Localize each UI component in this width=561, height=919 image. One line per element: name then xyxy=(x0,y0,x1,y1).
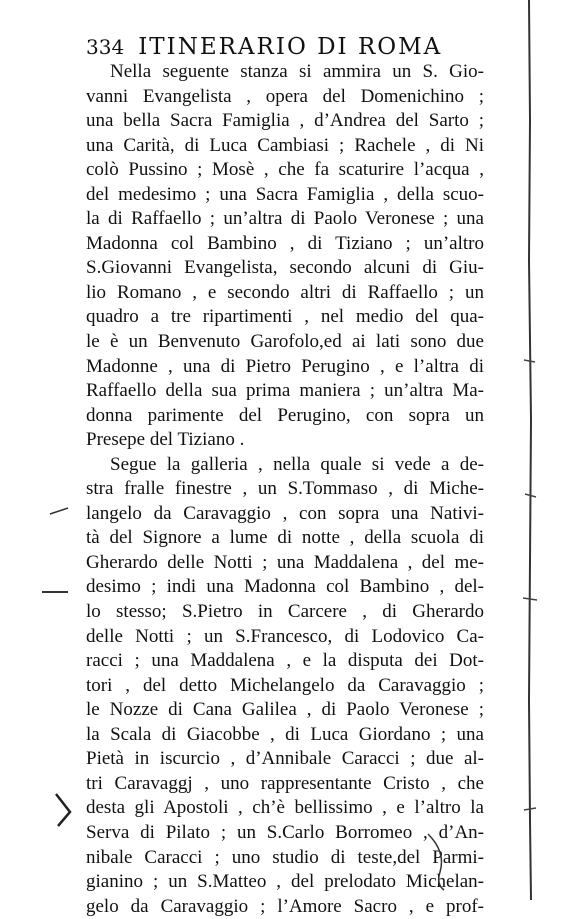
running-header xyxy=(86,34,466,60)
text-line: S.Giovanni Evangelista, secondo alcuni di Giu- xyxy=(86,257,484,279)
text-line: stra fralle finestre , un S.Tommaso , di Miche- xyxy=(86,478,484,500)
text-line: desta gli Apostoli , ch’è bellissimo , e l’altro la xyxy=(86,797,484,819)
text-line: tori , del detto Michelangelo da Caravaggio ; xyxy=(86,674,484,696)
text-line: lo stesso; S.Pietro in Carcere , di Gherardo xyxy=(86,601,484,623)
text-line: lio Romano , e secondo altri di Raffaello ; un xyxy=(86,281,484,303)
text-line: Raffaello della sua prima maniera ; un’altra Ma- xyxy=(86,380,484,402)
margin-mark-icon xyxy=(40,586,70,598)
text-line: nibale Caracci ; uno studio di teste,del Parmi- xyxy=(86,846,484,868)
text-line: quadro a tre ripartimenti , nel medio del qua- xyxy=(86,306,484,328)
margin-binding-line xyxy=(521,0,539,900)
text-line: desimo ; indi una Madonna col Bambino , del- xyxy=(86,576,484,598)
text-line: Madonne , una di Pietro Perugino , e l’altra di xyxy=(86,355,484,377)
body-text xyxy=(86,60,484,919)
text-line: Segue la galleria , nella quale si vede a de- xyxy=(110,453,484,475)
text-line: racci ; una Maddalena , e la disputa dei Dot- xyxy=(86,650,484,672)
text-line: una Carità, di Luca Cambiasi ; Rachele , di Ni xyxy=(86,134,484,156)
text-line: Nella seguente stanza si ammira un S. Gio- xyxy=(110,61,484,82)
margin-mark-icon xyxy=(48,504,70,518)
paragraph-1 xyxy=(86,60,484,453)
margin-arrow-icon xyxy=(52,790,76,830)
text-line: gianino ; un S.Matteo , del prelodato Michelan- xyxy=(86,871,484,893)
text-line: vanni Evangelista , opera del Domenichino ; xyxy=(86,85,484,107)
text-line: tà del Signore a lume di notte , della scuola di xyxy=(86,527,484,549)
text-line: Serva di Pilato ; un S.Carlo Borromeo , d’An- xyxy=(86,821,484,843)
text-line: le è un Benvenuto Garofolo,ed ai lati sono due xyxy=(86,331,484,353)
text-line: una bella Sacra Famiglia , d’Andrea del Sarto ; xyxy=(86,110,484,132)
text-line: Madonna col Bambino , di Tiziano ; un’altro xyxy=(86,232,484,254)
text-line: colò Pussino ; Mosè , che fa scaturire l’acqua , xyxy=(86,159,484,181)
text-line: del medesimo ; una Sacra Famiglia , della scuo- xyxy=(86,183,484,205)
page-number: 334 xyxy=(86,35,125,59)
text-line: la Scala di Giacobbe , di Luca Giordano ; una xyxy=(86,723,484,745)
text-line: la di Raffaello ; un’altra di Paolo Veronese ; una xyxy=(86,208,484,230)
text-line: tri Caravaggj , uno rappresentante Cristo , che xyxy=(86,772,484,794)
running-title: ITINERARIO DI ROMA xyxy=(138,34,443,60)
text-line: gelo da Caravaggio ; l’Amore Sacro , e prof- xyxy=(86,895,484,917)
text-line: le Nozze di Cana Galilea , di Paolo Veronese ; xyxy=(86,699,484,721)
text-line: Presepe del Tiziano . xyxy=(86,429,245,451)
text-line: Gherardo delle Notti ; una Maddalena , del me- xyxy=(86,551,484,573)
text-line: Pietà in iscurcio , d’Annibale Caracci ; due al- xyxy=(86,748,484,770)
text-line: delle Notti ; un S.Francesco, di Lodovico Ca- xyxy=(86,625,484,647)
text-line: donna parimente del Perugino, con sopra un xyxy=(86,404,484,426)
ink-stroke-icon xyxy=(420,832,460,892)
text-line: langelo da Caravaggio , con sopra una Nativi- xyxy=(86,502,484,524)
